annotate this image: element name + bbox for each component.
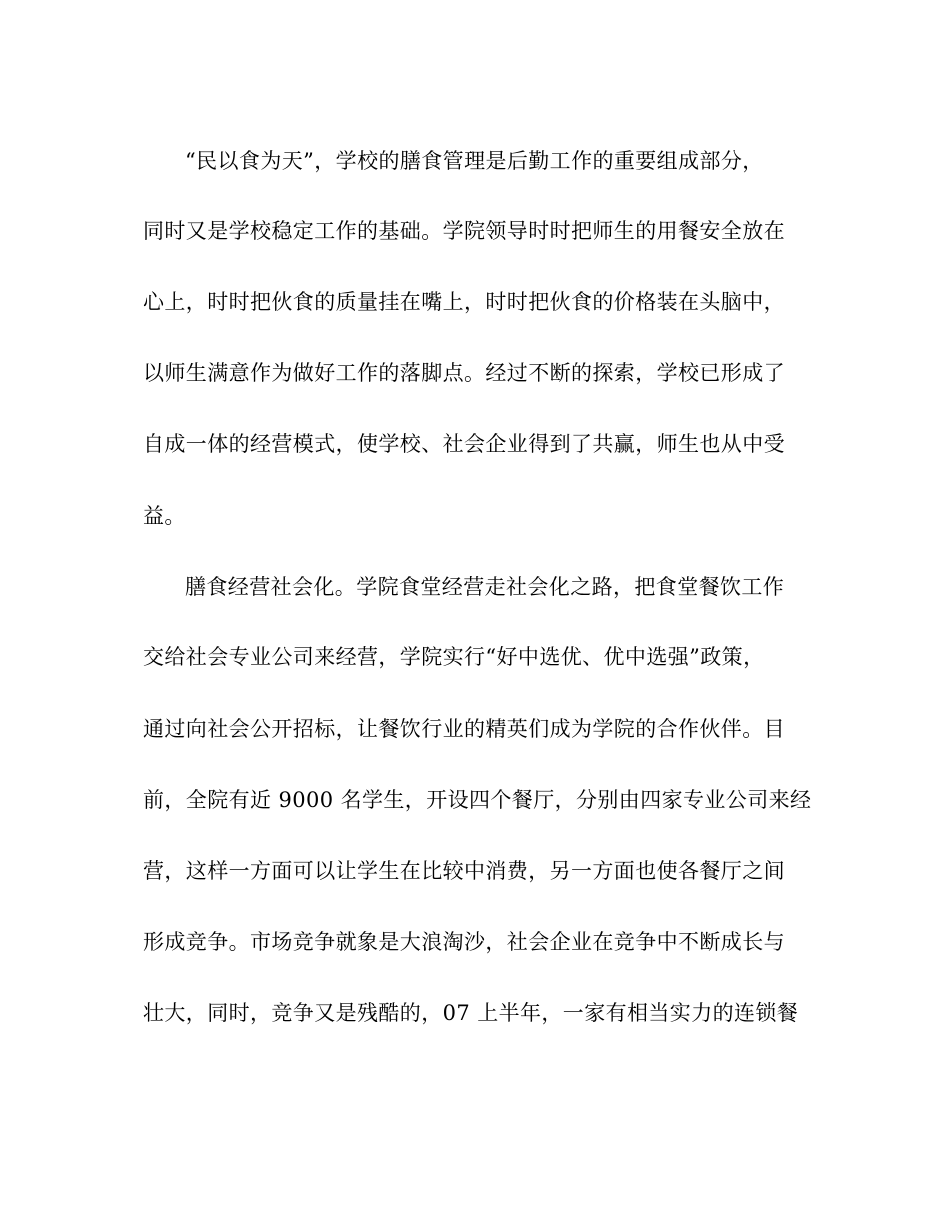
paragraph-2-line-7: 壮大，同时，竞争又是残酷的，07 上半年，一家有相当实力的连锁餐 [143, 1001, 799, 1025]
paragraph-1-line-3: 心上，时时把伙食的质量挂在嘴上，时时把伙食的价格装在头脑中， [143, 290, 785, 314]
paragraph-1-line-5: 自成一体的经营模式，使学校、社会企业得到了共赢，师生也从中受 [143, 432, 785, 456]
paragraph-2-line-1: 膳食经营社会化。学院食堂经营走社会化之路，把食堂餐饮工作 [185, 575, 785, 599]
paragraph-2-line-5: 营，这样一方面可以让学生在比较中消费，另一方面也使各餐厅之间 [143, 859, 785, 883]
paragraph-2-line-6: 形成竞争。市场竞争就象是大浪淘沙，社会企业在竞争中不断成长与 [143, 930, 785, 954]
paragraph-1-line-2: 同时又是学校稳定工作的基础。学院领导时时把师生的用餐安全放在 [143, 219, 785, 243]
paragraph-2-line-2: 交给社会专业公司来经营，学院实行“好中选优、优中选强”政策， [143, 645, 765, 669]
paragraph-2-line-4: 前，全院有近 9000 名学生，开设四个餐厅，分别由四家专业公司来经 [143, 788, 812, 812]
paragraph-1-line-1: “民以食为天”，学校的膳食管理是后勤工作的重要组成部分， [185, 149, 764, 173]
paragraph-1-line-6: 益。 [143, 504, 186, 528]
paragraph-1-line-4: 以师生满意作为做好工作的落脚点。经过不断的探索，学校已形成了 [143, 361, 785, 385]
paragraph-2-line-3: 通过向社会公开招标，让餐饮行业的精英们成为学院的合作伙伴。目 [143, 717, 785, 741]
